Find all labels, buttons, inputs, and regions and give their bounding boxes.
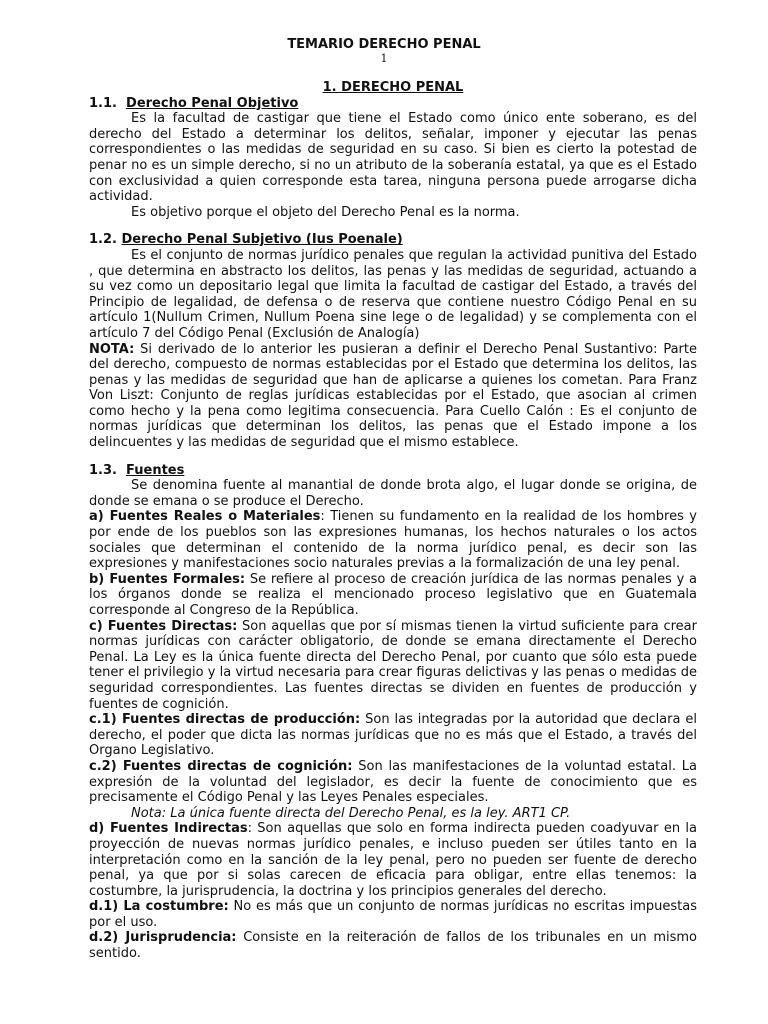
item-text: : Son aquellas que solo en forma indirecta pueden coadyuvar en la proyección de nuevas normas jurídico penales, e incluso pueden ser útiles tanto en la interpretación como en la sanción de la ley penal, pero no pueden ser fuente de derecho penal, ya que por si solas carecen de eficacia para obligar, entre ellas tenemos: la costumbre, la jurisprudencia, la doctrina y los principios generales del derecho. (89, 821, 697, 899)
paragraph: Es objetivo porque el objeto del Derecho Penal es la norma. (131, 204, 520, 220)
item-label: c) Fuentes Directas: (89, 618, 238, 634)
italic-note: Nota: La única fuente directa del Derecho Penal, es la ley. ART1 CP. (131, 805, 571, 821)
section-number: 1.1. (89, 95, 117, 111)
section-title: Fuentes (126, 462, 185, 478)
item-a (89, 509, 697, 571)
document-body (89, 80, 697, 962)
item-c2 (89, 759, 697, 806)
item-c1 (89, 712, 697, 759)
item-d (89, 821, 697, 899)
item-c (89, 619, 697, 713)
item-text: Son las manifestaciones de la voluntad estatal. La expresión de la voluntad del legislador, es decir la fuente de conocimiento que es precisamente el Código Penal y las Leyes Penales especiales. (89, 758, 697, 806)
page-number: 1 (380, 52, 388, 65)
item-text: Son las integradas por la autoridad que declara el derecho, el poder que dicta las normas jurídicas que no es más que el Estado, a través del Organo Legislativo. (89, 712, 697, 759)
item-text: Se refiere al proceso de creación jurídica de las normas penales y a los órganos donde se realiza el mencionado proceso legislativo que en Guatemala corresponde al Congreso de la República. (89, 571, 697, 618)
note-label: NOTA: (89, 341, 135, 357)
section-heading-1-1 (89, 96, 697, 112)
item-text: Son aquellas que por sí mismas tienen la virtud suficiente para crear normas jurídicas con carácter obligatorio, de donde se emana directamente el Derecho Penal. La Ley es la única fuente directa del Derecho Penal, por cuanto que sólo esta puede tener el privilegio y la virtud necesaria para crear figuras delictivas y las penas o medidas de seguridad correspondientes. Las fuentes directas se dividen en fuentes de producción y fuentes de cognición. (89, 618, 697, 712)
document-title: TEMARIO DERECHO PENAL (287, 37, 481, 52)
item-label: d) Fuentes Indirectas (89, 821, 248, 837)
item-text: Consiste en la reiteración de fallos de los tribunales en un mismo sentido. (89, 930, 697, 962)
item-label: d.1) La costumbre: (89, 899, 229, 915)
section-heading-1-2 (89, 232, 697, 248)
section-title: Derecho Penal Subjetivo (Ius Poenale) (121, 232, 403, 248)
item-b (89, 572, 697, 619)
note-text: Si derivado de lo anterior les pusieran a definir el Derecho Penal Sustantivo: Parte del derecho, compuesto de normas establecidas por el Estado que determina los delitos, las penas y las medidas de seguridad que han de aplicarse a quienes los cometan. Para Franz Von Liszt: Conjunto de reglas jurídicas establecidas por el Estado, que asocian al crimen como hecho y la pena como legitima consecuencia. Para Cuello Calón : Es el conjunto de normas jurídicas que determinan los delitos, las penas que el Estado impone a los delincuentes y las medidas de seguridad que el mismo establece. (89, 341, 697, 451)
item-d2 (89, 930, 697, 961)
item-label: b) Fuentes Formales: (89, 571, 246, 587)
paragraph: Se denomina fuente al manantial de donde brota algo, el lugar donde se origina, de donde se emana o se produce el Derecho. (89, 478, 697, 509)
section-number: 1.3. (89, 462, 117, 478)
paragraph: Es el conjunto de normas jurídico penales que regulan la actividad punitiva del Estado , que determina en abstracto los delitos, las penas y las medidas de seguridad, actuando a su vez como un depositario legal que limita la facultad de castigar del Estado, a través del Principio de legalidad, de defensa o de reserva que contiene nuestro Código Penal en su artículo 1(Nullum Crimen, Nullum Poena sine lege o de legalidad) y se complementa con el artículo 7 del Código Penal (Exclusión de Analogía) (89, 247, 697, 341)
item-text: : Tienen su fundamento en la realidad de los hombres y por ende de los pueblos son las expresiones humanas, los hechos naturales o los actos sociales que determinan el contenido de la norma jurídico penal, es decir son las expresiones y manifestaciones socio naturales previas a la formalización de una ley penal. (89, 509, 697, 572)
note-paragraph (89, 342, 697, 451)
item-label: d.2) Jurisprudencia: (89, 930, 237, 946)
item-text: No es más que un conjunto de normas jurídicas no escritas impuestas por el uso. (89, 899, 698, 930)
section-number: 1.2. (89, 232, 117, 248)
section-heading-1-3 (89, 463, 697, 479)
item-d1 (89, 899, 697, 930)
item-label: a) Fuentes Reales o Materiales (89, 509, 321, 525)
chapter-heading: 1. DERECHO PENAL (322, 80, 464, 95)
section-title: Derecho Penal Objetivo (126, 95, 299, 111)
item-label: c.2) Fuentes directas de cognición: (89, 758, 353, 774)
item-label: c.1) Fuentes directas de producción: (89, 712, 361, 728)
paragraph: Es la facultad de castigar que tiene el Estado como único ente soberano, es del derecho del Estado a determinar los delitos, señalar, imponer y ejecutar las penas correspondientes o las medidas de seguridad en su caso. Si bien es cierto la potestad de penar no es un simple derecho, si no un atributo de la soberanía estatal, ya que es el Estado con exclusividad a quien corresponde esta tarea, ninguna persona puede arrogarse dicha actividad. (89, 111, 697, 205)
